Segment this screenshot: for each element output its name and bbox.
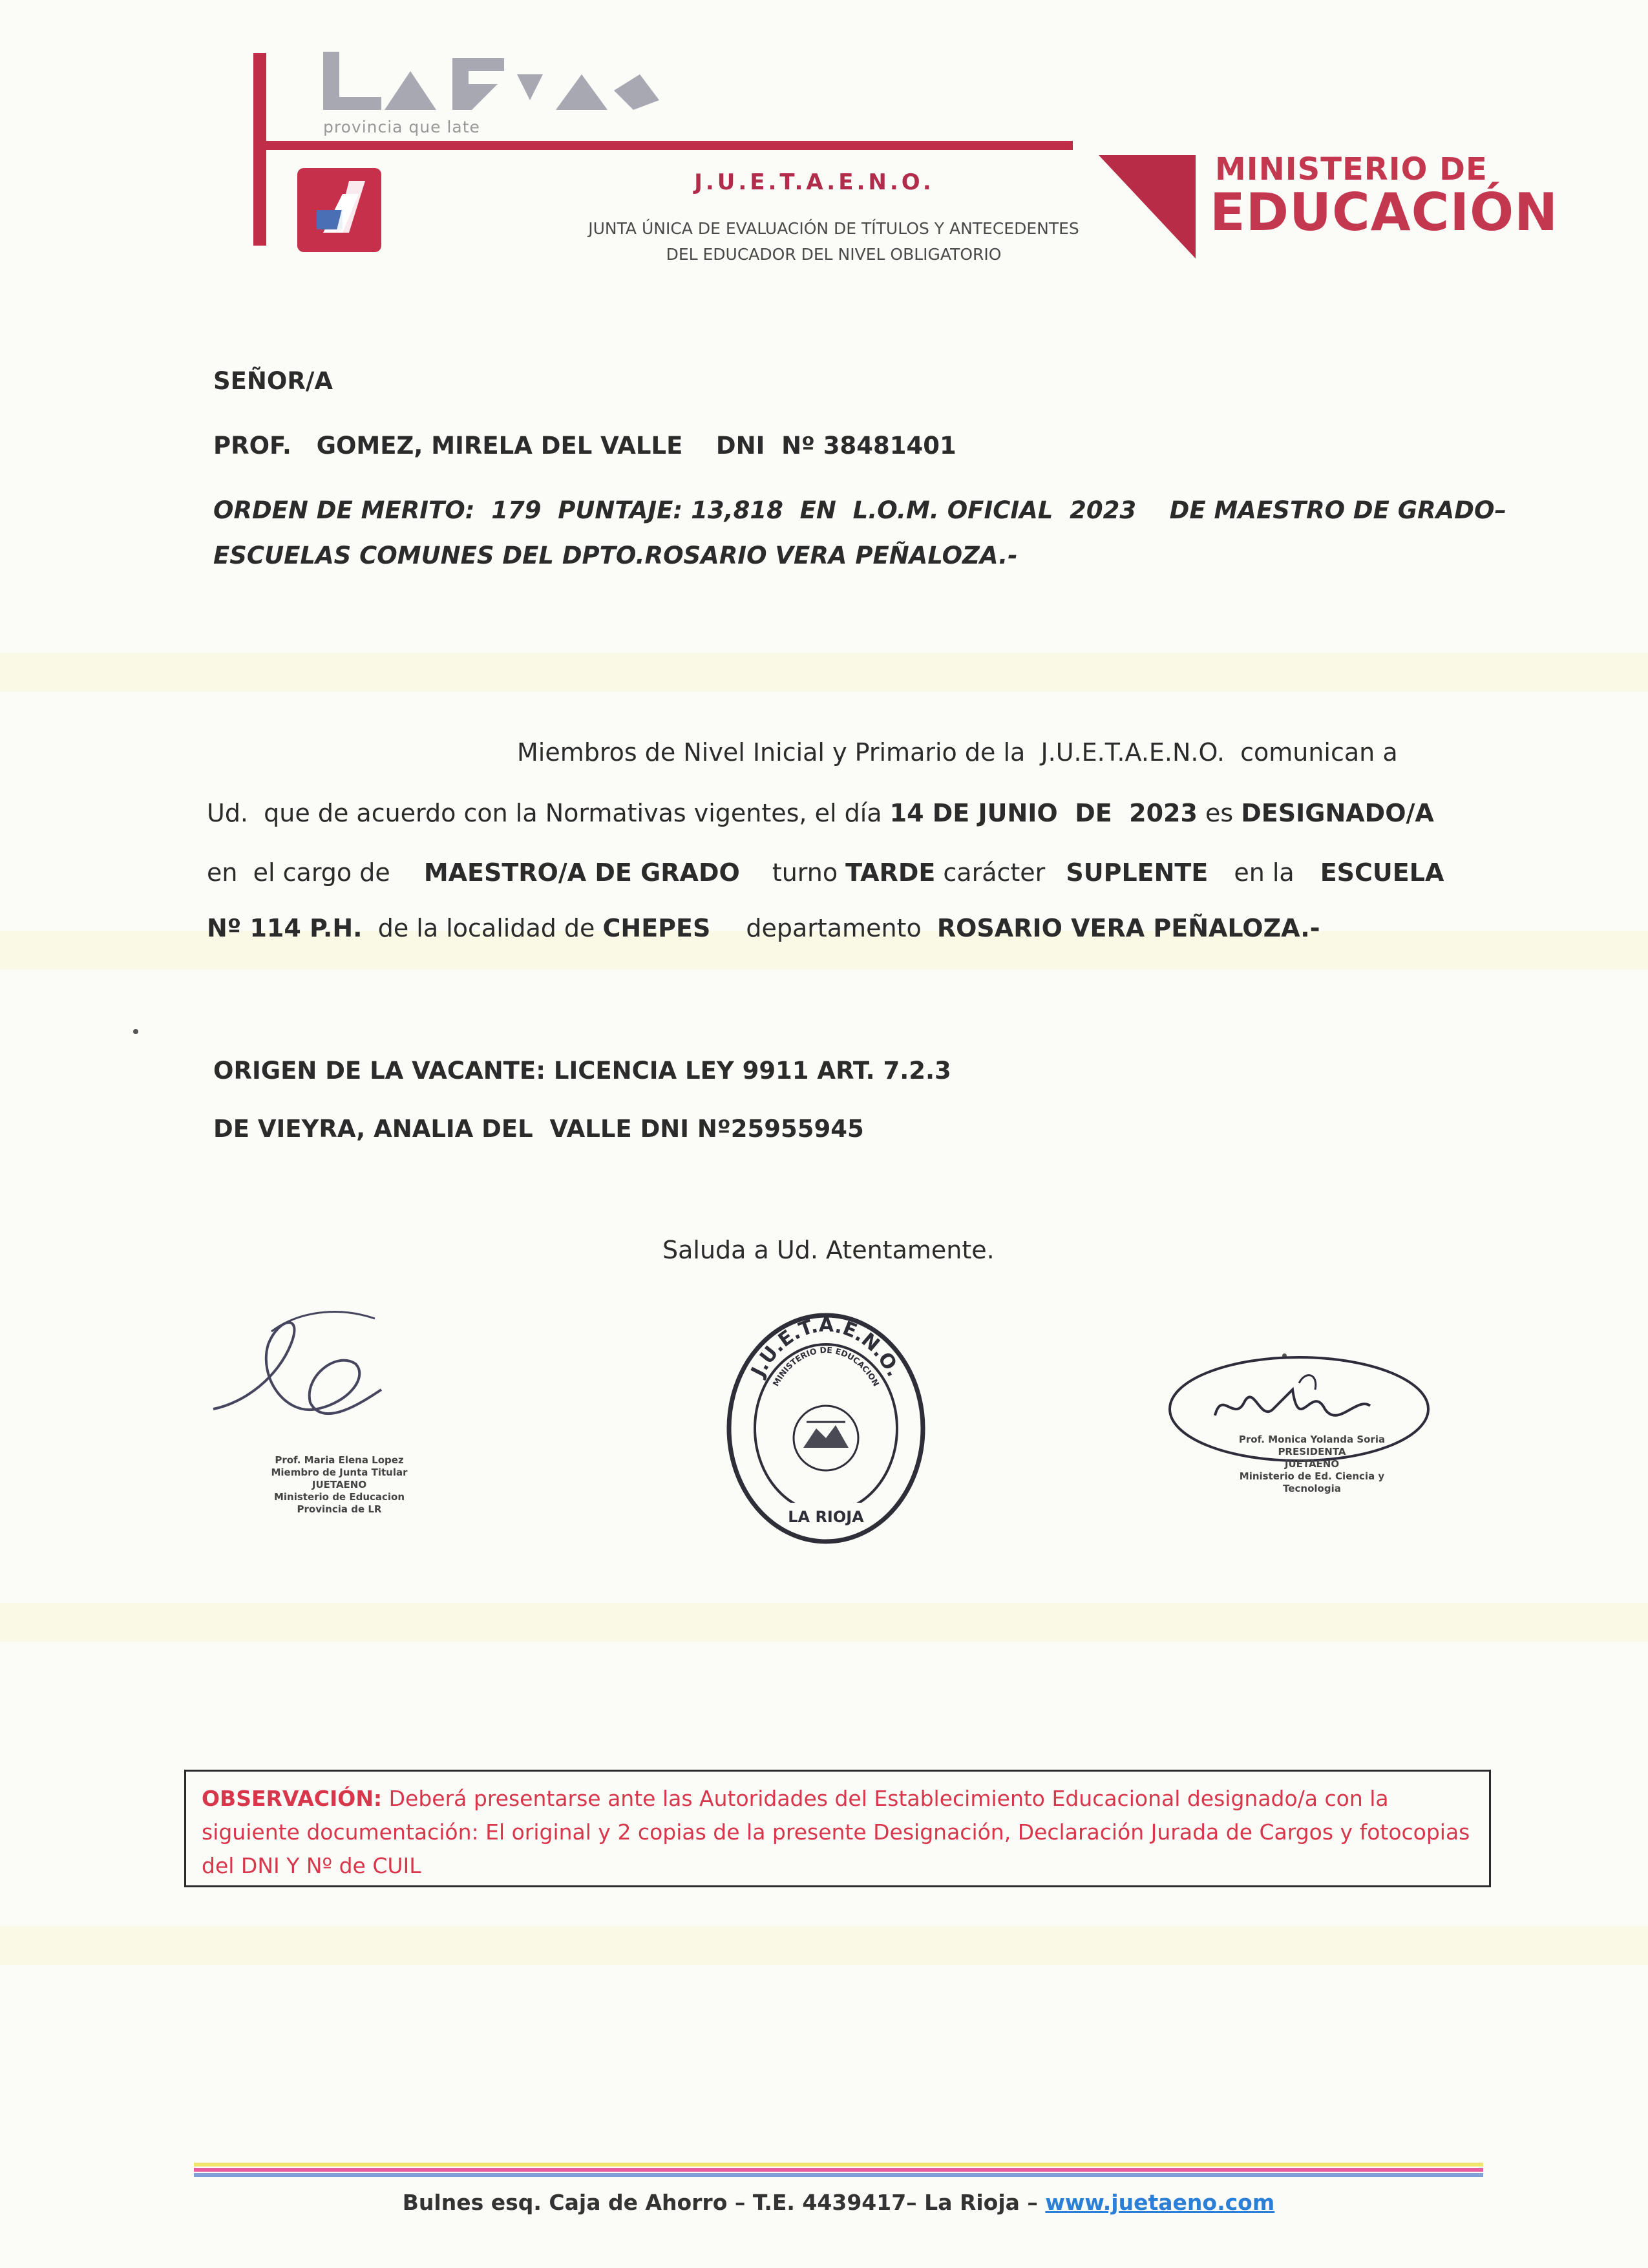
scan-streak: [0, 1926, 1648, 1965]
designation-status: DESIGNADO/A: [1241, 799, 1434, 827]
merit-line-1: ORDEN DE MERITO: 179 PUNTAJE: 13,818 EN L.O.M. OFICIAL 2023 DE MAESTRO DE GRADO–: [213, 496, 1506, 524]
left-signer-name: Prof. Maria Elena Lopez: [275, 1454, 404, 1466]
designation-date: 14 DE JUNIO DE 2023: [889, 799, 1198, 827]
scan-streak: [0, 653, 1648, 692]
footer-website-link[interactable]: www.juetaeno.com: [1045, 2190, 1275, 2215]
right-signer-ministry: Ministerio de Ed. Ciencia y Tecnologia: [1239, 1470, 1385, 1494]
institution-fullname: [452, 216, 1215, 268]
ministry-line2: EDUCACIÓN: [1210, 182, 1559, 242]
body-text: turno: [772, 858, 846, 887]
body-line-1: Miembros de Nivel Inicial y Primario de la J.U.E.T.A.E.N.O. comunican a: [517, 738, 1398, 767]
institution-acronym: J.U.E.T.A.E.N.O.: [694, 169, 935, 195]
scan-streak: [0, 1603, 1648, 1642]
position-title: MAESTRO/A DE GRADO: [423, 858, 740, 887]
school-number: Nº 114 P.H.: [207, 914, 363, 942]
right-signer-role: PRESIDENTA: [1278, 1446, 1346, 1457]
character-value: SUPLENTE: [1066, 858, 1209, 887]
shift-value: TARDE: [845, 858, 936, 887]
official-seal: [723, 1309, 929, 1548]
seal-top-text: J.U.E.T.A.E.N.O.: [746, 1313, 905, 1381]
recipient-name: PROF. GOMEZ, MIRELA DEL VALLE DNI Nº 38481401: [213, 432, 956, 460]
body-text: en la: [1234, 858, 1294, 887]
body-line-4: [207, 914, 1493, 942]
left-signature-caption: [246, 1454, 433, 1516]
institution-fullname-line1: JUNTA ÚNICA DE EVALUACIÓN DE TÍTULOS Y ANTECEDENTES: [588, 219, 1079, 238]
vacancy-holder: DE VIEYRA, ANALIA DEL VALLE DNI Nº25955945: [213, 1115, 864, 1143]
body-text: de la localidad de: [362, 914, 603, 942]
vacancy-origin: ORIGEN DE LA VACANTE: LICENCIA LEY 9911 ART. 7.2.3: [213, 1057, 951, 1085]
body-text: en el cargo de: [207, 858, 398, 887]
observation-label: OBSERVACIÓN:: [202, 1786, 383, 1811]
salutation: SEÑOR/A: [213, 367, 333, 395]
scan-speck: [133, 1029, 138, 1034]
left-signer-org: JUETAENO: [312, 1479, 367, 1490]
locality-value: CHEPES: [602, 914, 711, 942]
footer-address: Bulnes esq. Caja de Ahorro – T.E. 4439417– La Rioja –: [402, 2190, 1046, 2215]
right-signer-name: Prof. Monica Yolanda Soria: [1238, 1434, 1386, 1445]
left-signature-scribble: [207, 1306, 401, 1454]
body-text: carácter: [935, 858, 1053, 887]
right-signature-caption: [1215, 1434, 1409, 1495]
footer-rule-yellow: [194, 2163, 1483, 2167]
merit-line-2: ESCUELAS COMUNES DEL DPTO.ROSARIO VERA PEÑALOZA.-: [213, 542, 1018, 569]
body-line-3: [207, 858, 1493, 887]
body-line-2: [207, 799, 1493, 827]
body-text: es: [1197, 799, 1241, 827]
ministry-line1: MINISTERIO DE: [1215, 151, 1488, 187]
seal-bottom-text: LA RIOJA: [788, 1508, 864, 1526]
school-label: ESCUELA: [1320, 858, 1444, 887]
body-text: Ud. que de acuerdo con la Normativas vigentes, el día: [207, 799, 890, 827]
right-signer-org: JUETAENO: [1284, 1458, 1340, 1470]
footer-contact: [194, 2190, 1483, 2215]
department-value: ROSARIO VERA PEÑALOZA.-: [936, 914, 1320, 942]
seal-ring-text: MINISTERIO DE EDUCACION: [770, 1344, 882, 1388]
juetaeno-logo: [297, 168, 381, 252]
observation-body: Deberá presentarse ante las Autoridades del Establecimiento Educacional designado/a con la siguiente documentación: El original y 2 copias de la presente Designación, Declaración Jurada de Cargos y fotocopias del DNI Y Nº de CUIL: [202, 1786, 1470, 1878]
footer-rule-pink: [194, 2168, 1483, 2172]
closing-greeting: Saluda a Ud. Atentamente.: [662, 1236, 995, 1264]
left-signer-province: Provincia de LR: [297, 1503, 382, 1515]
footer-rule-blue: [194, 2173, 1483, 2177]
observation-box: [184, 1770, 1491, 1887]
body-text: departamento: [746, 914, 937, 942]
la-rioja-logo: [323, 52, 659, 110]
observation-text: [202, 1782, 1475, 1883]
left-signer-role: Miembro de Junta Titular: [271, 1467, 408, 1478]
institution-fullname-line2: DEL EDUCADOR DEL NIVEL OBLIGATORIO: [666, 245, 1002, 264]
brand-subtitle: provincia que late: [323, 118, 480, 136]
left-signer-ministry: Ministerio de Educacion: [273, 1491, 405, 1503]
